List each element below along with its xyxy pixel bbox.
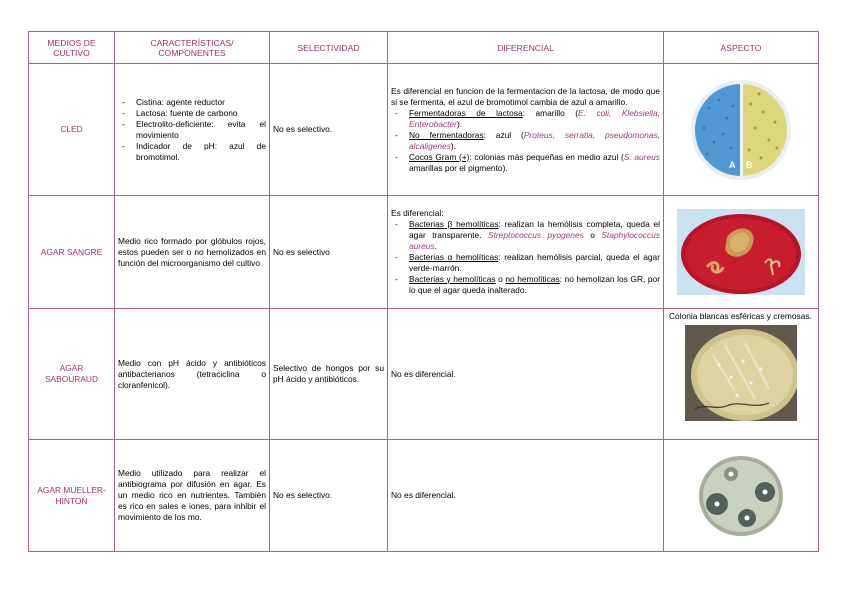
row-agar-sangre — [29, 196, 819, 309]
mueller-aspecto — [664, 440, 819, 552]
sabouraud-diferencial: No es diferencial. — [388, 309, 664, 440]
diff-text: : colonias más pequeñas en medio azul ( — [469, 151, 624, 162]
cled-diff-item — [409, 152, 660, 174]
mueller-selectividad: No es selectivo. — [270, 440, 388, 552]
cled-name: CLED — [29, 64, 115, 196]
header-selectividad: SELECTIVIDAD — [270, 32, 388, 64]
diff-text: ). — [450, 140, 457, 151]
sangre-diferencial — [388, 196, 664, 309]
cled-components — [115, 64, 270, 196]
species-name: E. coli, Klebsiella, Enterobacter — [409, 107, 661, 129]
diff-text: o — [583, 230, 602, 240]
sabouraud-selectividad: Selectivo de hongos por su pH ácido y antibióticos. — [270, 309, 388, 440]
sabouraud-aspecto — [664, 309, 819, 440]
cled-component: - Lactosa: fuente de carbono — [136, 108, 266, 119]
diff-text: : amarillo ( — [522, 107, 579, 118]
diff-text: : realizan hemólisis parcial, queda el agar verde-marrón. — [409, 252, 661, 273]
diff-term: Fermentadoras de lactosa — [409, 107, 523, 118]
sangre-name: AGAR SANGRE — [29, 196, 115, 309]
header-medios: MEDIOS DE CULTIVO — [29, 32, 115, 64]
diff-text: amarillas por el pigmento). — [409, 162, 508, 173]
diff-text: : no hemolizan los GR, por lo que el agar queda inalterado. — [409, 274, 660, 295]
plate-label-a: A — [729, 159, 736, 170]
sangre-aspecto — [664, 196, 819, 309]
cled-component: - Electrolito-deficiente: evita el movimiento — [136, 119, 266, 141]
row-cled — [29, 64, 819, 196]
mueller-caracteristicas: Medio utilizado para realizar el antibiograma por difusión en agar. Es un medio rico en nutrientes. También es rico en sales e iones, para inhibir el movimiento de los mo. — [115, 440, 270, 552]
sabouraud-caracteristicas: Medio con pH ácido y antibióticos antibacterianos (tetraciclina o cloranfenicol). — [115, 309, 270, 440]
antibiogram-plate-image — [697, 454, 785, 538]
row-agar-mueller-hinton — [29, 440, 819, 552]
diff-term: Bacterias α hemolíticas — [409, 252, 499, 262]
species-name: Proteus, serratia, pseudomonas, alcaligenes — [409, 129, 660, 151]
cled-component: - Cistina: agente reductor — [136, 97, 266, 108]
diff-term: Cocos Gram (+) — [409, 151, 470, 162]
diff-term: no hemolíticas — [505, 274, 560, 284]
cled-selectividad: No es selectivo. — [270, 64, 388, 196]
diff-term: Bacterias γ hemolíticas — [409, 274, 496, 284]
diff-term: No fermentadoras — [409, 129, 484, 140]
diff-text: : realizan la hemólisis completa, queda el agar transparente. — [409, 219, 660, 240]
cled-diff-item — [409, 130, 660, 152]
sangre-diff-item — [409, 274, 660, 296]
cled-diff-item — [409, 108, 660, 130]
sabouraud-name: AGAR SABOURAUD — [29, 309, 115, 440]
species-name: S. aureus — [623, 151, 660, 162]
diff-text: . — [434, 241, 437, 251]
diff-term: Bacterias β hemolíticas — [409, 219, 499, 229]
cled-diff-intro: Es diferencial en funcion de la fermentacion de la lactosa, de modo que si se fermenta, el azul de bromotimol cambia de azul a amarillo. — [391, 85, 660, 107]
cled-plate-image — [689, 78, 793, 182]
header-row — [29, 32, 819, 64]
species-name: Staphylococcus aureus — [409, 230, 661, 251]
cled-diferencial — [388, 64, 664, 196]
diff-text: : azul ( — [483, 129, 524, 140]
header-diferencial: DIFERENCIAL — [388, 32, 664, 64]
sangre-selectividad: No es selectivo — [270, 196, 388, 309]
sangre-diff-item — [409, 252, 660, 274]
cled-component: - Indicador de pH: azul de bromotimol. — [136, 141, 266, 163]
culture-media-table — [28, 31, 819, 552]
header-caracteristicas: CARACTERÍSTICAS/ COMPONENTES — [115, 32, 270, 64]
mueller-name: AGAR MUELLER-HINTON — [29, 440, 115, 552]
diff-text: ). — [456, 118, 463, 129]
sangre-diff-intro: Es diferencial: — [391, 208, 444, 218]
sangre-caracteristicas: Medio rico formado por glóbulos rojos, estos pueden ser o no hemolizados en función del microorganismo del cultivo — [115, 196, 270, 309]
header-aspecto: ASPECTO — [664, 32, 819, 64]
diff-text: o — [495, 274, 506, 284]
sabouraud-aspecto-text: Colonia blancas esféricas y cremosas. — [669, 311, 812, 321]
row-agar-sabouraud — [29, 309, 819, 440]
sabouraud-plate-image — [685, 325, 797, 421]
species-name: Streptococcus pyogenes — [487, 230, 584, 240]
sangre-diff-item — [409, 219, 660, 252]
blood-agar-image — [677, 209, 805, 295]
plate-label-b: B — [746, 159, 753, 170]
cled-aspecto — [664, 64, 819, 196]
mueller-diferencial: No es diferencial. — [388, 440, 664, 552]
